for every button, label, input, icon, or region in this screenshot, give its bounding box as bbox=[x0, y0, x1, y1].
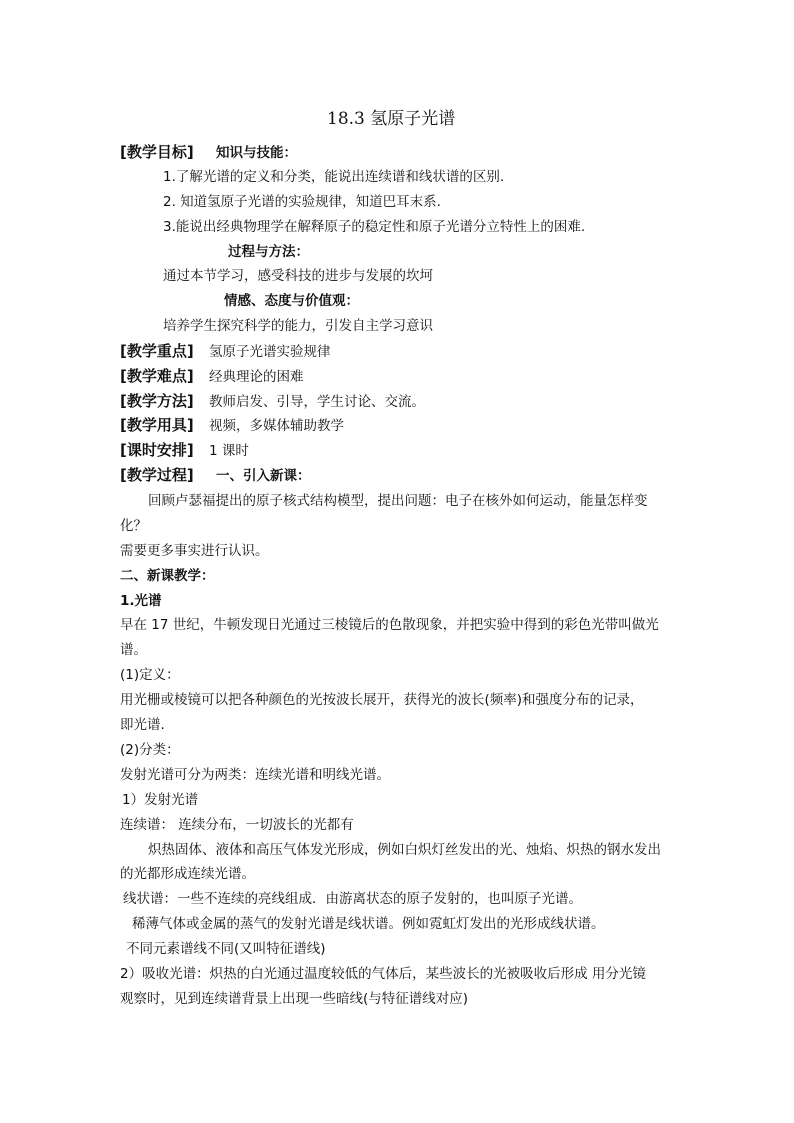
absorption-text-1: 2）吸收光谱：炽热的白光通过温度较低的气体后，某些波长的光被吸收后形成 用分光镜 bbox=[120, 966, 646, 982]
hours-value: 1 课时 bbox=[209, 443, 249, 459]
new-lesson-heading: 二、新课教学： bbox=[120, 568, 215, 584]
newton-text-1: 早在 17 世纪，牛顿发现日光通过三棱镜后的色散现象，并把实验中得到的彩色光带叫做光 bbox=[120, 617, 659, 633]
continuous-spectrum: 连续谱： 连续分布，一切波长的光都有 bbox=[120, 817, 354, 833]
page-title: 18.3 氢原子光谱 bbox=[327, 109, 456, 129]
tools-value: 视频，多媒体辅助教学 bbox=[209, 418, 344, 434]
process-method-text: 通过本节学习，感受科技的进步与发展的坎坷 bbox=[163, 268, 433, 284]
key-point-value: 氢原子光谱实验规律 bbox=[209, 344, 331, 360]
objective-item-3: 3.能说出经典物理学在解释原子的稳定性和原子光谱分立特性上的困难. bbox=[163, 219, 586, 235]
absorption-text-2: 观察时，见到连续谱背景上出现一些暗线(与特征谱线对应) bbox=[120, 991, 469, 1007]
difficulty-label: [教学难点] bbox=[120, 367, 194, 385]
objective-item-2: 2. 知道氢原子光谱的实验规律，知道巴耳末系. bbox=[163, 194, 441, 210]
emotion-heading: 情感、态度与价值观： bbox=[224, 293, 359, 309]
intro-text-2: 化？ bbox=[120, 518, 147, 534]
line-spectrum-detail: 稀薄气体或金属的蒸气的发射光谱是线状谱。例如霓虹灯发出的光形成线状谱。 bbox=[132, 916, 605, 932]
key-point-label: [教学重点] bbox=[120, 342, 194, 360]
emission-label: 1）发射光谱 bbox=[122, 792, 199, 808]
spectrum-heading: 1.光谱 bbox=[120, 593, 162, 609]
process-label: [教学过程] bbox=[120, 466, 194, 484]
method-value: 教师启发、引导，学生讨论、交流。 bbox=[209, 394, 425, 410]
definition-label: (1)定义： bbox=[120, 667, 180, 683]
line-spectrum: 线状谱：一些不连续的亮线组成．由游离状态的原子发射的，也叫原子光谱。 bbox=[123, 891, 582, 907]
method-label: [教学方法] bbox=[120, 392, 194, 410]
process-method-heading: 过程与方法： bbox=[228, 244, 309, 260]
tools-label: [教学用具] bbox=[120, 416, 194, 434]
definition-text-2: 即光谱. bbox=[120, 717, 165, 733]
continuous-detail-1: 炽热固体、液体和高压气体发光形成，例如白炽灯丝发出的光、烛焰、炽热的钢水发出 bbox=[148, 842, 661, 858]
continuous-detail-2: 的光都形成连续光谱。 bbox=[120, 866, 255, 882]
objective-item-1: 1.了解光谱的定义和分类，能说出连续谱和线状谱的区别. bbox=[163, 169, 505, 185]
hours-label: [课时安排] bbox=[120, 441, 194, 459]
intro-text-1: 回顾卢瑟福提出的原子核式结构模型，提出问题：电子在核外如何运动，能量怎样变 bbox=[148, 493, 648, 509]
classification-text: 发射光谱可分为两类：连续光谱和明线光谱。 bbox=[120, 767, 390, 783]
difficulty-value: 经典理论的困难 bbox=[209, 369, 304, 385]
objectives-label: [教学目标] bbox=[120, 143, 194, 161]
intro-text-3: 需要更多事实进行认识。 bbox=[120, 543, 269, 559]
emotion-text: 培养学生探究科学的能力，引发自主学习意识 bbox=[163, 318, 433, 334]
line-spectrum-note: 不同元素谱线不同(又叫特征谱线) bbox=[126, 941, 326, 957]
definition-text-1: 用光栅或棱镜可以把各种颜色的光按波长展开，获得光的波长(频率)和强度分布的记录， bbox=[120, 692, 644, 708]
classification-label: (2)分类： bbox=[120, 742, 180, 758]
knowledge-heading: 知识与技能： bbox=[216, 145, 297, 161]
newton-text-2: 谱。 bbox=[120, 642, 147, 658]
intro-heading: 一、引入新课： bbox=[216, 468, 311, 484]
